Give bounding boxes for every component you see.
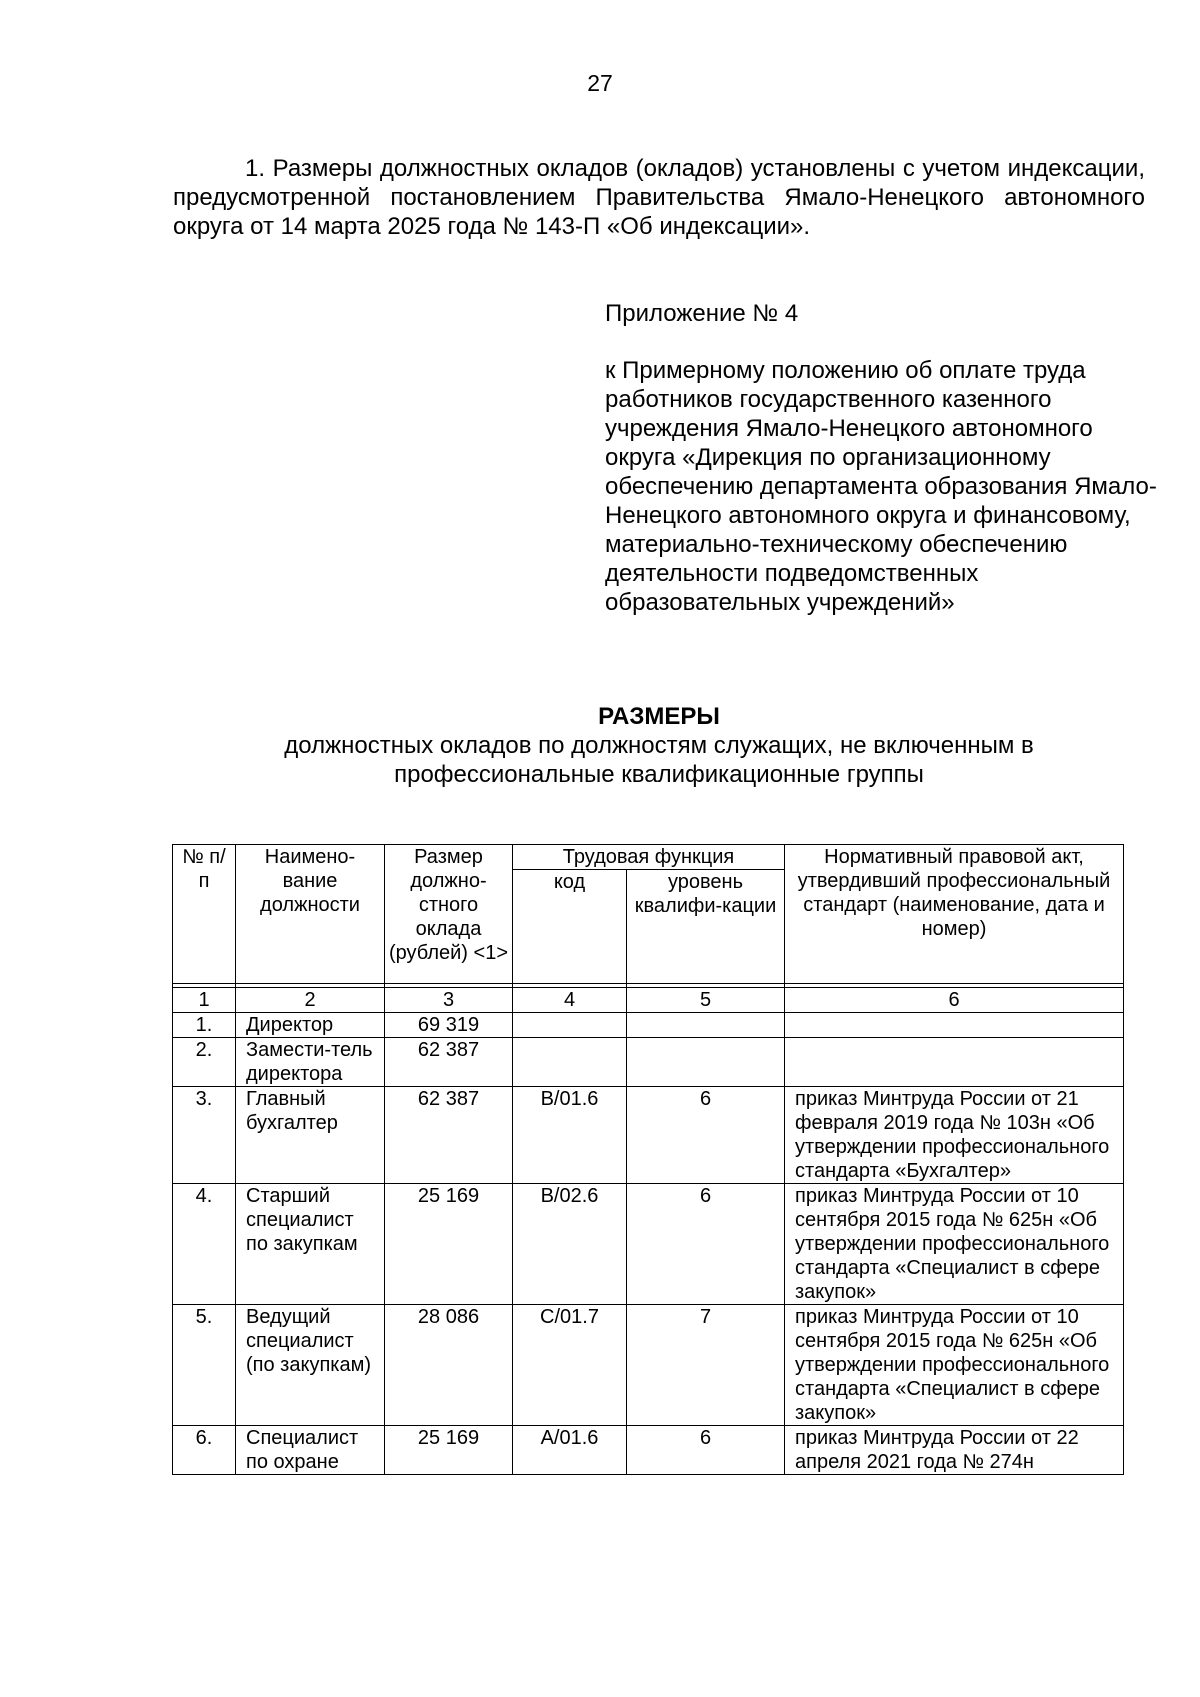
header-name: Наимено-вание должности (236, 845, 385, 984)
cell-name: Специалист по охране (236, 1426, 385, 1475)
column-number: 3 (385, 988, 513, 1013)
cell-code: B/01.6 (513, 1087, 627, 1184)
table-header (173, 845, 1124, 988)
cell-num: 2. (173, 1038, 236, 1087)
table-row (173, 1184, 1124, 1305)
header-level: уровень квалифи-кации (627, 870, 785, 984)
salary-table (172, 844, 1124, 1475)
table-row (173, 1087, 1124, 1184)
note-paragraph: 1. Размеры должностных окладов (окладов) установлены с учетом индексации, предусмотренной постановлением Правительства Ямало-Ненецкого автономного округа от 14 марта 2025 года № 143-П «Об индексации». (173, 155, 1145, 240)
header-code: код (513, 870, 627, 984)
cell-level: 7 (627, 1305, 785, 1426)
cell-act (785, 1038, 1124, 1087)
header-num: № п/п (173, 845, 236, 984)
cell-code: C/01.7 (513, 1305, 627, 1426)
cell-level: 6 (627, 1184, 785, 1305)
cell-num: 4. (173, 1184, 236, 1305)
cell-size: 28 086 (385, 1305, 513, 1426)
column-number: 4 (513, 988, 627, 1013)
cell-act: приказ Минтруда России от 10 сентября 2015 года № 625н «Об утверждении профессионального стандарта «Специалист в сфере закупок» (785, 1184, 1124, 1305)
cell-name: Ведущий специалист (по закупкам) (236, 1305, 385, 1426)
cell-code (513, 1038, 627, 1087)
cell-name: Главный бухгалтер (236, 1087, 385, 1184)
table-body (173, 988, 1124, 1475)
cell-code: A/01.6 (513, 1426, 627, 1475)
cell-level (627, 1013, 785, 1038)
cell-name: Директор (236, 1013, 385, 1038)
header-labor-function: Трудовая функция (513, 845, 785, 870)
cell-name: Замести-тель директора (236, 1038, 385, 1087)
header-size: Размер должно-стного оклада (рублей) <1> (385, 845, 513, 984)
cell-num: 6. (173, 1426, 236, 1475)
cell-size: 62 387 (385, 1087, 513, 1184)
cell-size: 25 169 (385, 1426, 513, 1475)
cell-act (785, 1013, 1124, 1038)
cell-level: 6 (627, 1087, 785, 1184)
cell-code (513, 1013, 627, 1038)
cell-act: приказ Минтруда России от 10 сентября 2015 года № 625н «Об утверждении профессионального стандарта «Специалист в сфере закупок» (785, 1305, 1124, 1426)
cell-num: 3. (173, 1087, 236, 1184)
cell-level (627, 1038, 785, 1087)
cell-act: приказ Минтруда России от 21 февраля 2019 года № 103н «Об утверждении профессионального стандарта «Бухгалтер» (785, 1087, 1124, 1184)
cell-name: Старший специалист по закупкам (236, 1184, 385, 1305)
table-row (173, 1038, 1124, 1087)
page-number: 27 (587, 70, 613, 96)
cell-size: 69 319 (385, 1013, 513, 1038)
table-row (173, 1013, 1124, 1038)
column-numbers-row (173, 988, 1124, 1013)
cell-size: 25 169 (385, 1184, 513, 1305)
cell-code: B/02.6 (513, 1184, 627, 1305)
column-number: 5 (627, 988, 785, 1013)
table-row (173, 1426, 1124, 1475)
cell-act: приказ Минтруда России от 22 апреля 2021 года № 274н (785, 1426, 1124, 1475)
appendix-body: к Примерному положению об оплате труда работников государственного казенного учреждения Ямало-Ненецкого автономного округа «Дирекция по организационному обеспечению департамента образования Ямало-Ненецкого автономного округа и финансовому, материально-техническому обеспечению деятельности подведомственных образовательных учреждений» (605, 357, 1157, 616)
appendix-title: Приложение № 4 (605, 300, 799, 327)
column-number: 6 (785, 988, 1124, 1013)
column-number: 2 (236, 988, 385, 1013)
heading-main: РАЗМЕРЫ (598, 703, 720, 730)
cell-size: 62 387 (385, 1038, 513, 1087)
cell-num: 5. (173, 1305, 236, 1426)
document-heading (173, 702, 1145, 789)
header-act: Нормативный правовой акт, утвердивший профессиональный стандарт (наименование, дата и номер) (785, 845, 1124, 984)
cell-level: 6 (627, 1426, 785, 1475)
table-row (173, 1305, 1124, 1426)
heading-sub: должностных окладов по должностям служащих, не включенным в профессиональные квалификационные группы (284, 732, 1034, 788)
column-number: 1 (173, 988, 236, 1013)
cell-num: 1. (173, 1013, 236, 1038)
